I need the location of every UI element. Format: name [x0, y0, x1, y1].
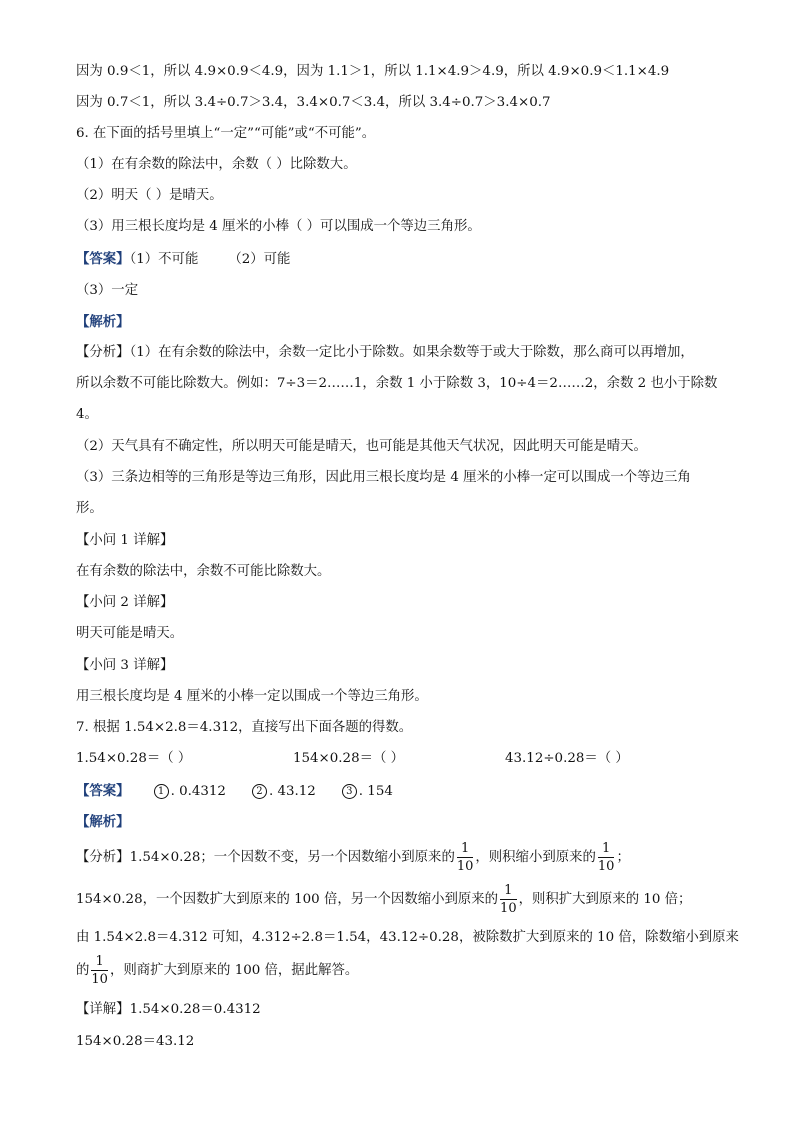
sub-question-2-heading: 【小问 2 详解】 — [76, 595, 174, 610]
question-6-item-1: （1）在有余数的除法中，余数（ ）比除数大。 — [76, 157, 357, 172]
question-6-title: 6. 在下面的括号里填上“一定”“可能”或“不可能”。 — [76, 126, 376, 141]
detail-text: 154×0.28＝43.12 — [76, 1034, 195, 1049]
analysis-line — [76, 343, 694, 363]
analysis-heading: 【分析】 — [76, 850, 130, 865]
circled-number: 2 — [252, 784, 267, 799]
fraction: $\frac{1}{10}$ — [597, 841, 615, 874]
answer-tag: 【答案】 — [76, 783, 130, 799]
answer-part: . 154 — [358, 784, 393, 799]
analysis-text: ，则商扩大到原来的 100 倍，据此解答。 — [109, 963, 359, 978]
analysis-text: 4。 — [76, 407, 98, 422]
analysis-text: 的 — [76, 963, 90, 978]
sub-question-2-text: 明天可能是晴天。 — [76, 626, 184, 641]
text-line: 因为 0.7＜1，所以 3.4÷0.7＞3.4，3.4×0.7＜3.4，所以 3.4÷0.7＞3.4×0.7 — [76, 95, 551, 110]
question-7-problem-a: 1.54×0.28＝（ ） — [76, 751, 192, 766]
analysis-text: ； — [616, 850, 630, 865]
sub-question-3-heading: 【小问 3 详解】 — [76, 658, 174, 673]
answer-part: . 43.12 — [268, 784, 316, 799]
analysis-text: 形。 — [76, 501, 103, 516]
analysis-text: （1）在有余数的除法中，余数一定比小于除数。如果余数等于或大于除数，那么商可以再增加， — [129, 345, 694, 360]
analysis-line — [76, 951, 358, 991]
circled-number: 1 — [154, 784, 169, 799]
analysis-text: ，则积扩大到原来的 10 倍； — [518, 892, 692, 907]
detail-text: 1.54×0.28＝0.4312 — [129, 1002, 261, 1017]
analysis-line — [76, 838, 630, 878]
question-6-item-3: （3）用三根长度均是 4 厘米的小棒（ ）可以围成一个等边三角形。 — [76, 219, 481, 234]
analysis-text: 1.54×0.28；一个因数不变，另一个因数缩小到原来的 — [129, 850, 455, 865]
question-7-title: 7. 根据 1.54×2.8＝4.312，直接写出下面各题的得数。 — [76, 720, 413, 735]
answer-line — [76, 781, 393, 802]
text-line: 因为 0.9＜1，所以 4.9×0.9＜4.9，因为 1.1＞1，所以 1.1×4.9＞4.9，所以 4.9×0.9＜1.1×4.9 — [76, 64, 670, 79]
fraction: $\frac{1}{10}$ — [456, 841, 474, 874]
answer-part: . 0.4312 — [170, 784, 226, 799]
question-7-problem-b: 154×0.28＝（ ） — [293, 751, 405, 766]
analysis-text: 所以余数不可能比除数大。例如：7÷3＝2……1，余数 1 小于除数 3，10÷4＝2……2，余数 2 也小于除数 — [76, 376, 718, 391]
fraction: $\frac{1}{10}$ — [91, 954, 108, 987]
sub-question-3-text: 用三根长度均是 4 厘米的小棒一定以围成一个等边三角形。 — [76, 689, 428, 704]
analysis-text: （3）三条边相等的三角形是等边三角形，因此用三根长度均是 4 厘米的小棒一定可以围成一个等边三角 — [76, 470, 691, 485]
question-6-item-2: （2）明天（ ）是晴天。 — [76, 188, 223, 203]
analysis-tag: 【解析】 — [76, 314, 130, 330]
answer-part: （1）不可能 — [129, 252, 199, 267]
question-7-problem-c: 43.12÷0.28＝（ ） — [505, 751, 629, 766]
analysis-line — [76, 880, 691, 920]
answer-line — [76, 249, 290, 270]
analysis-text: （2）天气具有不确定性，所以明天可能是晴天，也可能是其他天气状况，因此明天可能是晴天。 — [76, 439, 647, 454]
detail-heading: 【详解】 — [76, 1002, 130, 1017]
detail-line — [76, 1000, 261, 1020]
analysis-text: 154×0.28，一个因数扩大到原来的 100 倍，另一个因数缩小到原来的 — [76, 892, 499, 907]
analysis-heading: 【分析】 — [76, 345, 130, 360]
analysis-tag: 【解析】 — [76, 814, 130, 830]
answer-part: （2）可能 — [228, 252, 291, 267]
analysis-text: 由 1.54×2.8＝4.312 可知，4.312÷2.8＝1.54，43.12÷0.28，被除数扩大到原来的 10 倍，除数缩小到原来 — [76, 930, 739, 945]
sub-question-1-heading: 【小问 1 详解】 — [76, 533, 174, 548]
sub-question-1-text: 在有余数的除法中，余数不可能比除数大。 — [76, 564, 331, 579]
analysis-text: ，则积缩小到原来的 — [475, 850, 596, 865]
circled-number: 3 — [342, 784, 357, 799]
fraction: $\frac{1}{10}$ — [500, 883, 517, 916]
answer-tag: 【答案】 — [76, 251, 130, 267]
answer-part: （3）一定 — [76, 283, 139, 298]
